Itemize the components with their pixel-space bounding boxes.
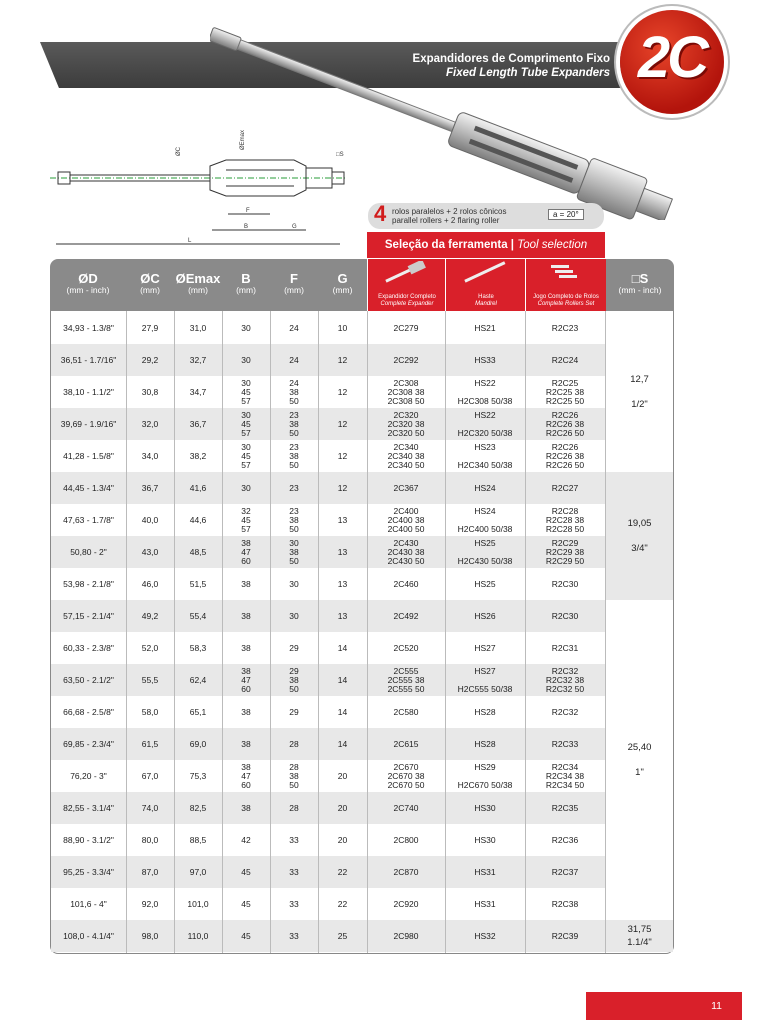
cell-g: 14	[337, 642, 348, 653]
cell-exp: 2C367	[393, 482, 419, 493]
cell-e: 32,7	[189, 354, 207, 365]
cell-e: 62,4	[189, 674, 207, 685]
cell-rol: R2C23	[551, 322, 579, 333]
cell-rol: R2C34 R2C34 38 R2C34 50	[545, 761, 585, 790]
cell-rol: R2C30	[551, 610, 579, 621]
cell-d: 88,90 - 3.1/2"	[63, 834, 114, 845]
header-c	[126, 259, 174, 311]
roller-count: 4	[374, 201, 387, 226]
tool-selection-pt: Seleção da ferramenta	[384, 239, 508, 251]
table-row	[51, 664, 606, 696]
cell-g: 14	[337, 706, 348, 717]
cell-f: 33	[289, 834, 299, 845]
cell-exp: 2C292	[393, 354, 419, 365]
cell-f: 24	[289, 354, 299, 365]
cell-hs: HS25	[474, 578, 496, 589]
header-c-label: ØC	[140, 271, 160, 286]
dim-l-label: L	[188, 238, 192, 244]
header-f-unit: (mm)	[284, 285, 304, 295]
tool-selection-heading: Seleção da ferramenta | Tool selection	[367, 232, 605, 258]
cell-e: 58,3	[189, 642, 207, 653]
cell-c: 43,0	[141, 546, 159, 557]
cell-f: 23 38 50	[289, 505, 299, 534]
complete-expander-icon	[382, 261, 432, 283]
cell-exp: 2C670 2C670 38 2C670 50	[387, 761, 425, 790]
cell-d: 34,93 - 1.3/8"	[63, 322, 114, 333]
cell-d: 69,85 - 2.3/4"	[63, 738, 114, 749]
table-row	[51, 312, 606, 344]
cell-rol: R2C29 R2C29 38 R2C29 50	[545, 537, 585, 566]
cell-b: 30 45 57	[241, 441, 251, 470]
cell-c: 58,0	[141, 706, 159, 717]
cell-exp: 2C580	[393, 706, 419, 717]
cell-g: 20	[337, 802, 348, 813]
cell-f: 29	[289, 706, 299, 717]
cell-e: 69,0	[189, 738, 207, 749]
cell-rol: R2C27	[551, 482, 579, 493]
cell-c: 67,0	[141, 770, 159, 781]
cell-hs: HS25 H2C430 50/38	[457, 537, 513, 566]
cell-exp: 2C460	[393, 578, 419, 589]
drawing-cage	[210, 160, 306, 196]
tool-selection-en: Tool selection	[517, 239, 588, 251]
cell-g: 12	[337, 450, 348, 461]
cell-exp: 2C920	[393, 898, 419, 909]
cell-hs: HS27 H2C555 50/38	[457, 665, 513, 694]
dim-c-label: ØC	[176, 147, 182, 156]
cell-f: 23 38 50	[289, 409, 299, 438]
cell-rol: R2C30	[551, 578, 579, 589]
header-c-unit: (mm)	[140, 285, 160, 295]
complete-expander-label-pt: Expandidor Completo	[378, 294, 436, 300]
rollers-set-icon	[541, 261, 591, 279]
header-d	[50, 259, 126, 311]
cell-d: 47,63 - 1.7/8"	[63, 514, 114, 525]
cell-rol: R2C32 R2C32 38 R2C32 50	[545, 665, 585, 694]
s-mm: 25,40	[627, 742, 652, 753]
cell-exp: 2C980	[393, 930, 419, 941]
cell-d: 44,45 - 1.3/4"	[63, 482, 114, 493]
page-number-tab	[586, 992, 742, 1020]
cell-g: 25	[337, 930, 348, 941]
s-group	[606, 600, 673, 920]
cell-exp: 2C520	[393, 642, 419, 653]
header-e	[174, 259, 222, 311]
cell-d: 63,50 - 2.1/2"	[63, 674, 114, 685]
cell-c: 80,0	[141, 834, 159, 845]
cell-exp: 2C555 2C555 38 2C555 50	[387, 665, 425, 694]
roller-description	[392, 207, 507, 225]
cell-hs: HS28	[474, 706, 496, 717]
cell-c: 46,0	[141, 578, 159, 589]
cell-c: 74,0	[141, 802, 159, 813]
mandrel-label-pt: Haste	[478, 294, 494, 300]
header-complete-expander	[367, 259, 446, 311]
cell-exp: 2C340 2C340 38 2C340 50	[387, 441, 425, 470]
cell-rol: R2C39	[551, 930, 579, 941]
col-divider	[222, 311, 223, 953]
col-divider	[318, 311, 319, 953]
cell-f: 24 38 50	[289, 377, 299, 406]
cell-b: 38	[241, 738, 251, 749]
dim-s-label: □S	[336, 152, 344, 158]
cell-c: 32,0	[141, 418, 159, 429]
cell-e: 51,5	[189, 578, 207, 589]
cell-c: 49,2	[141, 610, 159, 621]
cell-b: 38 47 60	[241, 537, 251, 566]
table-row	[51, 632, 606, 664]
cell-e: 110,0	[187, 930, 209, 941]
cell-b: 38	[241, 610, 251, 621]
cell-d: 108,0 - 4.1/4"	[63, 930, 114, 941]
cell-f: 30 38 50	[289, 537, 299, 566]
cell-d: 36,51 - 1.7/16"	[60, 354, 117, 365]
page-number: 11	[711, 1000, 722, 1012]
s-group	[606, 920, 673, 952]
cell-exp: 2C320 2C320 38 2C320 50	[387, 409, 425, 438]
mandrel-icon	[461, 261, 511, 283]
header-b-label: B	[241, 271, 251, 286]
cell-e: 101,0	[187, 898, 209, 909]
col-divider	[445, 311, 446, 953]
cell-hs: HS23 H2C340 50/38	[457, 441, 513, 470]
cell-exp: 2C400 2C400 38 2C400 50	[387, 505, 425, 534]
cell-hs: HS32	[474, 930, 496, 941]
cell-exp: 2C308 2C308 38 2C308 50	[387, 377, 425, 406]
cell-c: 27,9	[141, 322, 159, 333]
header-rollers-set	[525, 259, 606, 311]
cell-e: 34,7	[189, 386, 207, 397]
cell-e: 65,1	[189, 706, 207, 717]
cell-b: 38	[241, 802, 251, 813]
cell-b: 45	[241, 930, 251, 941]
cell-b: 45	[241, 898, 251, 909]
header-g	[318, 259, 367, 311]
cell-b: 38	[241, 642, 251, 653]
table-row	[51, 568, 606, 600]
cell-f: 33	[289, 866, 299, 877]
alpha-angle: a = 20°	[548, 209, 584, 220]
table-row	[51, 344, 606, 376]
cell-rol: R2C37	[551, 866, 579, 877]
s-inch: 1/2"	[631, 399, 648, 410]
cell-g: 10	[337, 322, 348, 333]
s-inch: 3/4"	[631, 543, 648, 554]
rollers-set-label-pt: Jogo Completo de Rolos	[533, 294, 599, 300]
table-row	[51, 536, 606, 568]
cell-e: 36,7	[189, 418, 207, 429]
header-e-label: ØEmax	[175, 271, 221, 286]
cell-g: 13	[337, 514, 348, 525]
cell-exp: 2C615	[393, 738, 419, 749]
cell-rol: R2C35	[551, 802, 579, 813]
dim-f-label: F	[246, 208, 250, 214]
cell-b: 42	[241, 834, 251, 845]
cell-b: 38	[241, 706, 251, 717]
cell-rol: R2C24	[551, 354, 579, 365]
table-row	[51, 760, 606, 792]
cell-c: 92,0	[141, 898, 159, 909]
cell-exp: 2C430 2C430 38 2C430 50	[387, 537, 425, 566]
s-mm: 19,05	[627, 518, 652, 529]
cell-c: 36,7	[141, 482, 159, 493]
cell-c: 52,0	[141, 642, 159, 653]
cell-rol: R2C26 R2C26 38 R2C26 50	[545, 441, 585, 470]
cell-b: 30	[241, 322, 251, 333]
cell-hs: HS30	[474, 802, 496, 813]
cell-exp: 2C740	[393, 802, 419, 813]
header-b	[222, 259, 270, 311]
cell-g: 12	[337, 418, 348, 429]
header-e-unit: (mm)	[188, 285, 208, 295]
cell-hs: HS30	[474, 834, 496, 845]
col-divider	[270, 311, 271, 953]
cell-exp: 2C492	[393, 610, 419, 621]
table-row	[51, 472, 606, 504]
cell-e: 48,5	[189, 546, 207, 557]
cell-hs: HS28	[474, 738, 496, 749]
cell-f: 24	[289, 322, 299, 333]
dim-g-label: G	[292, 224, 297, 230]
table-row	[51, 408, 606, 440]
cell-g: 12	[337, 482, 348, 493]
cell-b: 30 45 57	[241, 409, 251, 438]
cell-d: 57,15 - 2.1/4"	[63, 610, 114, 621]
cell-c: 98,0	[141, 930, 159, 941]
cell-rol: R2C25 R2C25 38 R2C25 50	[545, 377, 585, 406]
cell-c: 34,0	[141, 450, 159, 461]
header-f-label: F	[290, 271, 298, 286]
complete-expander-label-en: Complete Expander	[380, 301, 434, 307]
rollers-set-label-en: Complete Rollers Set	[537, 301, 595, 307]
table-row	[51, 504, 606, 536]
s-group	[606, 312, 673, 472]
cell-d: 101,6 - 4"	[70, 898, 107, 909]
header-d-unit: (mm - inch)	[66, 285, 110, 295]
cell-hs: HS24	[474, 482, 496, 493]
cell-hs: HS31	[474, 898, 496, 909]
table-row	[51, 856, 606, 888]
cell-rol: R2C31	[551, 642, 579, 653]
cell-b: 32 45 57	[241, 505, 251, 534]
cell-g: 22	[337, 898, 348, 909]
cell-b: 30	[241, 482, 251, 493]
cell-e: 44,6	[189, 514, 207, 525]
cell-d: 41,28 - 1.5/8"	[63, 450, 114, 461]
cell-rol: R2C32	[551, 706, 579, 717]
cell-e: 38,2	[189, 450, 207, 461]
cell-d: 38,10 - 1.1/2"	[63, 386, 114, 397]
cell-e: 55,4	[189, 610, 207, 621]
cell-b: 38 47 60	[241, 761, 251, 790]
header-mandrel	[445, 259, 526, 311]
cell-g: 20	[337, 834, 348, 845]
cell-g: 13	[337, 546, 348, 557]
title-en: Fixed Length Tube Expanders	[445, 67, 610, 79]
cell-g: 12	[337, 386, 348, 397]
cell-c: 29,2	[141, 354, 159, 365]
cell-hs: HS29 H2C670 50/38	[457, 761, 513, 790]
cell-hs: HS27	[474, 642, 496, 653]
cell-c: 87,0	[141, 866, 159, 877]
header-s	[606, 259, 674, 311]
cell-f: 28	[289, 738, 299, 749]
roller-note	[368, 203, 604, 229]
cell-f: 29	[289, 642, 299, 653]
cell-d: 53,98 - 2.1/8"	[63, 578, 114, 589]
cell-g: 13	[337, 610, 348, 621]
cell-exp: 2C279	[393, 322, 419, 333]
cell-c: 40,0	[141, 514, 159, 525]
cell-hs: HS22 H2C320 50/38	[457, 409, 513, 438]
cell-b: 45	[241, 866, 251, 877]
cell-d: 66,68 - 2.5/8"	[63, 706, 114, 717]
table-row	[51, 696, 606, 728]
s-inch: 1"	[635, 767, 644, 778]
cell-exp: 2C870	[393, 866, 419, 877]
cell-b: 38 47 60	[241, 665, 251, 694]
cell-e: 31,0	[189, 322, 207, 333]
cell-exp: 2C800	[393, 834, 419, 845]
cell-f: 33	[289, 930, 299, 941]
cell-d: 76,20 - 3"	[70, 770, 107, 781]
cell-rol: R2C33	[551, 738, 579, 749]
cell-hs: HS33	[474, 354, 496, 365]
cell-f: 33	[289, 898, 299, 909]
header-s-unit: (mm - inch)	[618, 285, 662, 295]
col-divider	[367, 311, 368, 953]
cell-rol: R2C38	[551, 898, 579, 909]
table-row	[51, 824, 606, 856]
table-row	[51, 792, 606, 824]
cell-e: 75,3	[189, 770, 207, 781]
cell-b: 30 45 57	[241, 377, 251, 406]
roller-line-pt: rolos paralelos + 2 rolos cônicos	[392, 207, 507, 216]
mandrel-label-en: Mandrel	[475, 301, 497, 307]
cell-b: 30	[241, 354, 251, 365]
s-mm: 12,7	[630, 374, 649, 385]
cell-g: 12	[337, 354, 348, 365]
cell-c: 55,5	[141, 674, 159, 685]
cell-f: 30	[289, 578, 299, 589]
technical-drawing	[48, 126, 348, 250]
cell-f: 23 38 50	[289, 441, 299, 470]
cell-d: 82,55 - 3.1/4"	[63, 802, 114, 813]
cell-e: 82,5	[189, 802, 207, 813]
cell-d: 60,33 - 2.3/8"	[63, 642, 114, 653]
s-group	[606, 472, 673, 600]
col-divider	[605, 311, 606, 953]
header-f	[270, 259, 318, 311]
s-mm: 31,75	[627, 924, 652, 935]
header-g-label: G	[337, 271, 348, 286]
cell-rol: R2C36	[551, 834, 579, 845]
cell-g: 20	[337, 770, 348, 781]
cell-c: 30,8	[141, 386, 159, 397]
header-d-label: ØD	[78, 271, 98, 286]
dim-emax-label: ØEmax	[240, 129, 246, 150]
dim-b-label: B	[244, 224, 249, 230]
header-s-label: □S	[631, 271, 649, 286]
header-b-unit: (mm)	[236, 285, 256, 295]
table-row	[51, 600, 606, 632]
table-row	[51, 728, 606, 760]
cell-g: 14	[337, 674, 348, 685]
table-row	[51, 888, 606, 920]
cell-hs: HS22 H2C308 50/38	[457, 377, 513, 406]
cell-f: 29 38 50	[289, 665, 299, 694]
cell-f: 23	[289, 482, 299, 493]
title-pt: Expandidores de Comprimento Fixo	[412, 53, 610, 65]
s-inch: 1.1/4"	[627, 937, 652, 948]
cell-rol: R2C28 R2C28 38 R2C28 50	[545, 505, 585, 534]
cell-rol: R2C26 R2C26 38 R2C26 50	[545, 409, 585, 438]
cell-e: 41,6	[189, 482, 207, 493]
cell-d: 39,69 - 1.9/16"	[60, 418, 117, 429]
cell-f: 28 38 50	[289, 761, 299, 790]
table-row	[51, 376, 606, 408]
cell-hs: HS31	[474, 866, 496, 877]
cell-f: 28	[289, 802, 299, 813]
cell-g: 22	[337, 866, 348, 877]
cell-b: 38	[241, 578, 251, 589]
cell-e: 97,0	[189, 866, 207, 877]
table-row	[51, 920, 606, 952]
cell-g: 14	[337, 738, 348, 749]
col-divider	[174, 311, 175, 953]
cell-hs: HS24 H2C400 50/38	[457, 505, 513, 534]
cell-d: 95,25 - 3.3/4"	[63, 866, 114, 877]
col-divider	[525, 311, 526, 953]
cell-e: 88,5	[189, 834, 207, 845]
cell-g: 13	[337, 578, 348, 589]
badge-label: 2C	[637, 25, 707, 90]
header-g-unit: (mm)	[332, 285, 353, 295]
roller-line-en: parallel rollers + 2 flaring roller	[392, 216, 500, 225]
cell-hs: HS21	[474, 322, 496, 333]
cell-f: 30	[289, 610, 299, 621]
cell-c: 61,5	[141, 738, 159, 749]
cell-hs: HS26	[474, 610, 496, 621]
col-divider	[126, 311, 127, 953]
table-row	[51, 440, 606, 472]
cell-d: 50,80 - 2"	[70, 546, 107, 557]
